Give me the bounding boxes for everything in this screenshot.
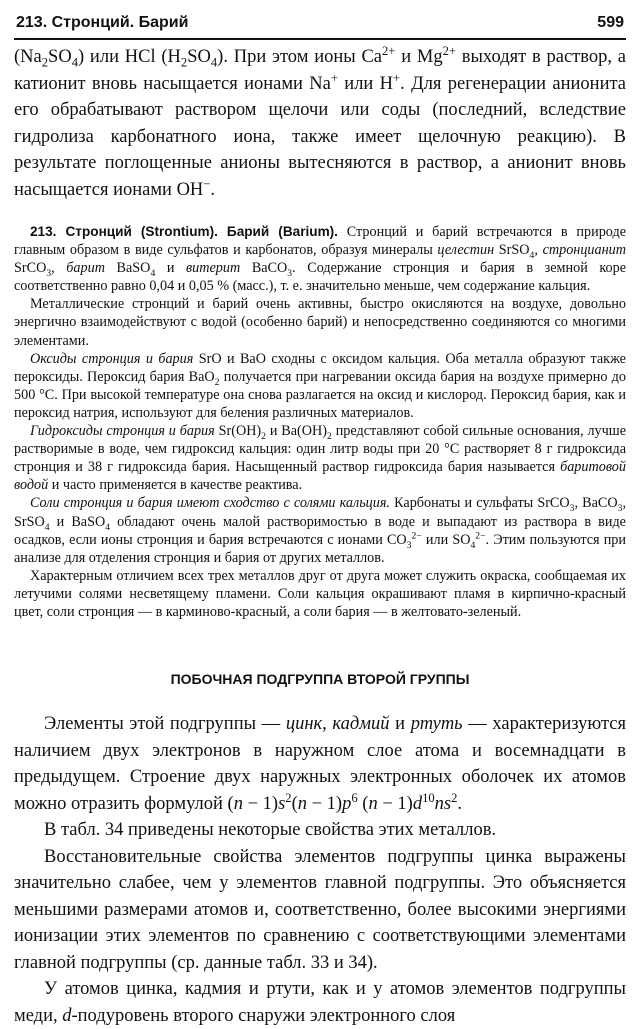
running-title: 213. Стронций. Барий bbox=[16, 14, 189, 31]
section-213-paragraph-5: Соли стронция и бария имеют сходство с солями кальция. Карбонаты и сульфаты SrCO$_3$, BaCO$_3$, SrSO$_4$ и BaSO$_4$ обладают очень малой растворимостью в воде и выпадают из раствора в виде осадков, если ионы стронция и бария встречаются с ионами $CO_3^{2-}$ или $SO_4^{2-}$. Этим пользуются при анализе для отделения стронция и бария от других металлов. bbox=[14, 495, 627, 566]
subgroup-heading: ПОБОЧНАЯ ПОДГРУППА ВТОРОЙ ГРУППЫ bbox=[170, 671, 470, 688]
page bbox=[14, 8, 626, 1029]
section-213-paragraph-1: 213. Стронций (Strontium). Барий (Barium). Стронций и барий встречаются в природе главным образом в виде сульфатов и карбонатов, образуя минералы целестин SrSO$_4$, стронцианит SrCO$_3$, барит BaSO$_4$ и витерит BaCO$_3$. Содержание стронция и бария в земной коре соответственно равно 0,04 и 0,05 % (масс.), т. е. значительно меньше, чем содержание кальция. bbox=[14, 224, 627, 295]
subgroup-paragraph-1: Элементы этой подгруппы — цинк, кадмий и ртуть — характеризуются наличием двух электронов в наружном слое атома и восемнадцати в предыдущем. Строение двух наружных электронных оболочек их атомов можно отразить формулой $(n - 1)s^2(n - 1)p^6$ $(n - 1)d^{10}ns^2$. bbox=[14, 714, 627, 814]
section-213 bbox=[14, 223, 626, 621]
page-number: 599 bbox=[597, 14, 624, 31]
section-213-paragraph-6: Характерным отличием всех трех металлов друг от друга может служить окраска, сообщаемая их летучими солями несветящему пламени. Соли кальция окрашивают пламя в кирпично-красный цвет, соли стронция — в карминово-красный, а соли бария — в желтовато-зеленый. bbox=[14, 567, 626, 620]
intro-paragraph: $(Na_2SO_4)$ или HCl $(H_2SO_4)$. При этом ионы $Ca^{2+}$ и $Mg^{2+}$ выходят в раствор, а катионит вновь насыщается ионами Na+ или H+. Для регенерации анионита его обрабатывают раствором щелочи или соды (последний, вследствие гидролиза карбонатного иона, также имеет щелочную реакцию). В результате поглощенные анионы вытесняются в раствор, а анионит вновь насыщается ионами OH−. bbox=[14, 43, 626, 200]
subgroup-paragraph-2: В табл. 34 приведены некоторые свойства этих металлов. bbox=[44, 820, 497, 841]
section-213-paragraph-4: Гидроксиды стронция и бария $Sr(OH)_2$ и $Ba(OH)_2$ представляют собой сильные основания, лучше растворимые в воде, чем гидроксид кальция: один литр воды при 20 °C растворяет 8 г гидроксида стронция и 38 г гидроксида бария. Насыщенный раствор гидроксида бария называется баритовой водой и часто применяется в качестве реактива. bbox=[14, 423, 627, 494]
running-header bbox=[14, 8, 626, 40]
subgroup-paragraph-4: У атомов цинка, кадмия и ртути, как и у атомов элементов подгруппы меди, d-подуровень второго снаружи электронного слоя bbox=[14, 979, 626, 1026]
subgroup-paragraph-3: Восстановительные свойства элементов подгруппы цинка выражены значительно слабее, чем у элементов главной подгруппы. Это объясняется меньшими размерами атомов и, соответственно, более высокими энергиями ионизации этих элементов по сравнению с соответствующими элементами главной подгруппы (ср. данные табл. 33 и 34). bbox=[14, 846, 626, 973]
subgroup-body bbox=[14, 711, 626, 1029]
section-213-heading: 213. Стронций (Strontium). Барий (Barium). bbox=[30, 224, 338, 239]
section-213-paragraph-2: Металлические стронций и барий очень активны, быстро окисляются на воздухе, довольно энергично взаимодействуют с водой (особенно барий) и непосредственно соединяются со многими элементами. bbox=[14, 296, 626, 349]
section-213-paragraph-3: Оксиды стронция и бария SrO и BaO сходны с оксидом кальция. Оба металла образуют также пероксиды. Пероксид бария BaO$_2$ получается при нагревании оксида бария на воздухе примерно до 500 °C. При высокой температуре она снова разлагается на оксид и кислород. Пероксид бария, как и пероксид натрия, используют для беления различных материалов. bbox=[14, 350, 626, 421]
